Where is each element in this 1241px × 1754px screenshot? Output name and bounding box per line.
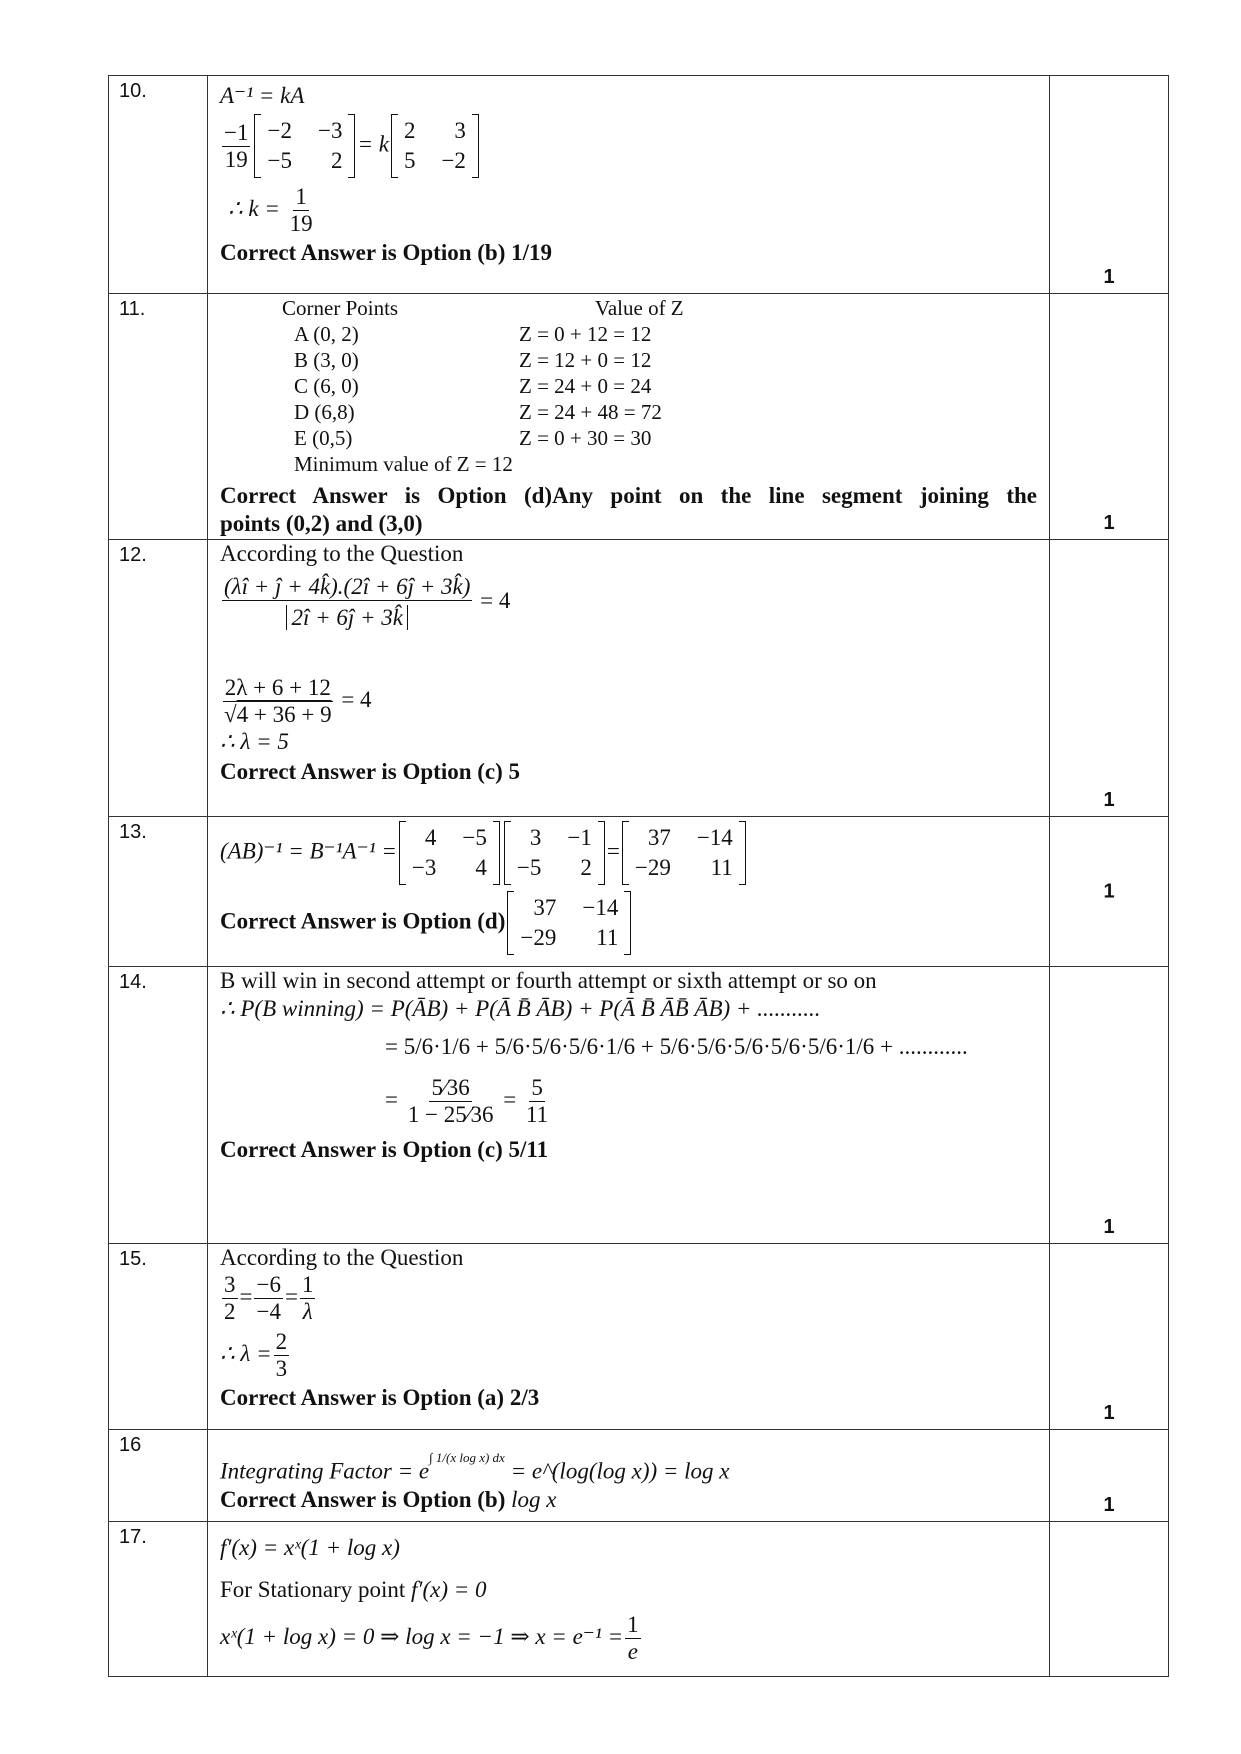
- answer-key-table: [108, 75, 1169, 1677]
- corner-point: E (0,5): [294, 426, 353, 450]
- correct-answer: Correct Answer is Option (b) 1/19: [220, 240, 552, 265]
- projection-equation: $\frac{(\lambda î + ĵ + 4k̂).(2î + 6ĵ + 3k̂)}{2î + 6ĵ + 3k̂}$ = 4: [224, 574, 511, 630]
- explanation: B will win in second attempt or fourth attempt or sixth attempt or so on: [220, 968, 877, 993]
- result: ∴ k = $\frac{1}{19}$: [228, 184, 313, 236]
- z-value: Z = 24 + 48 = 72: [519, 400, 662, 424]
- question-number: 10.: [109, 76, 208, 294]
- question-row-16: [109, 1430, 1169, 1522]
- question-number: 14.: [109, 967, 208, 1244]
- question-row-12: [109, 540, 1169, 817]
- mark: 1: [1103, 789, 1115, 811]
- solution-cell: [208, 76, 1050, 294]
- question-number: 17.: [109, 1522, 208, 1677]
- question-row-11: [109, 294, 1169, 540]
- solution-cell: [208, 1430, 1050, 1522]
- question-row-10: [109, 76, 1169, 294]
- z-value: Z = 0 + 12 = 12: [519, 322, 652, 346]
- probability-expression: ∴ P(B winning) = P(ĀB) + P(Ā B̄ ĀB) + P(Ā B̄ ĀB̄ ĀB) + ...........: [220, 996, 821, 1021]
- correct-answer: Correct Answer is Option (d): [220, 908, 506, 934]
- matrix: 4 −5 −3 4: [399, 821, 500, 885]
- integrating-factor: Integrating Factor = $e^{\int 1/(x log x) dx}$ = e^(log(log x)) = log x: [220, 1450, 730, 1484]
- corner-point: B (3, 0): [294, 348, 359, 372]
- solution-cell: [208, 1244, 1050, 1430]
- intro-text: According to the Question: [220, 541, 464, 566]
- correct-answer: Correct Answer is Option (d)Any point on the line segment joining the: [220, 483, 1037, 508]
- simplified-equation: $\frac{2\lambda + 6 + 12}{√4 + 36 + 9}$ = 4: [224, 675, 372, 727]
- answer-line: [220, 891, 1037, 955]
- correct-answer-cont: points (0,2) and (3,0): [220, 511, 423, 536]
- z-value: Z = 12 + 0 = 12: [519, 348, 652, 372]
- question-number: 15.: [109, 1244, 208, 1430]
- mark: 1: [1103, 512, 1115, 534]
- z-value: Z = 0 + 30 = 30: [519, 426, 652, 450]
- question-number: 12.: [109, 540, 208, 817]
- matrix: 3 −1 −5 2: [504, 821, 605, 885]
- solution-cell: [208, 540, 1050, 817]
- result: ∴ λ = $\frac{2}{3}$: [220, 1329, 288, 1381]
- z-value: Z = 24 + 0 = 24: [519, 374, 652, 398]
- solution-cell: [208, 817, 1050, 967]
- solution-cell: [208, 967, 1050, 1244]
- sum-expression: = $\frac{5⁄36}{1 - 25⁄36}$ = $\frac{5}{11}$: [385, 1075, 549, 1127]
- corner-point: D (6,8): [294, 400, 355, 424]
- ratio-equation: $\frac{3}{2}$ = $\frac{-6}{-4}$ = $\frac{1}{\lambda}$: [224, 1272, 314, 1324]
- mark: 1: [1103, 880, 1115, 902]
- question-row-13: [109, 817, 1169, 967]
- question-row-15: [109, 1244, 1169, 1430]
- corner-points-table: [220, 294, 1037, 484]
- equation: A⁻¹ = kA: [220, 83, 305, 108]
- derivative: f′(x) = xˣ(1 + log x): [220, 1535, 400, 1560]
- matrix: 2 3 5 −2: [391, 114, 479, 178]
- matrix: −2 −3 −5 2: [254, 114, 355, 178]
- inverse-equation: (AB)⁻¹ = B⁻¹A⁻¹ = 4 −5 −3 4 3 −1 −5 2 = 37 −14 −29 11: [220, 821, 1037, 885]
- column-header: Corner Points: [282, 296, 399, 320]
- question-number: 13.: [109, 817, 208, 967]
- series-expression: = 5/6·1/6 + 5/6·5/6·5/6·1/6 + 5/6·5/6·5/6·5/6·5/6·1/6 + ............: [385, 1034, 968, 1059]
- question-row-17: [109, 1522, 1169, 1677]
- mark: 1: [1103, 1216, 1115, 1238]
- fraction: $\frac{-1}{19}$: [224, 119, 249, 172]
- matrix: 37 −14 −29 11: [507, 891, 631, 955]
- solution-step: xˣ(1 + log x) = 0 ⇒ log x = −1 ⇒ x = e⁻¹ = $\frac{1}{e}$: [220, 1612, 639, 1664]
- corner-point: A (0, 2): [294, 322, 359, 346]
- correct-answer: Correct Answer is Option (c) 5/11: [220, 1137, 549, 1162]
- question-row-14: [109, 967, 1169, 1244]
- mark: 1: [1103, 266, 1115, 288]
- question-number: 16: [109, 1430, 208, 1522]
- answer-line: Correct Answer is Option (b) log x: [220, 1486, 557, 1512]
- result: ∴ λ = 5: [220, 729, 289, 754]
- solution-cell: [208, 1522, 1050, 1677]
- corner-point: C (6, 0): [294, 374, 359, 398]
- question-number: 11.: [109, 294, 208, 540]
- correct-answer: Correct Answer is Option (b): [220, 1486, 506, 1512]
- minimum-value: Minimum value of Z = 12: [294, 452, 513, 476]
- intro-text: According to the Question: [220, 1245, 464, 1270]
- solution-cell: [208, 294, 1050, 540]
- mark: 1: [1103, 1494, 1115, 1516]
- mark: 1: [1103, 1402, 1115, 1424]
- matrix-equation: $\frac{-1}{19}$ −2 −3 −5 2 = k 2 3 5 −2: [220, 114, 1037, 178]
- correct-answer: Correct Answer is Option (a) 2/3: [220, 1385, 540, 1410]
- correct-answer: Correct Answer is Option (c) 5: [220, 759, 521, 784]
- stationary-condition: For Stationary point f′(x) = 0: [220, 1577, 487, 1602]
- matrix: 37 −14 −29 11: [622, 821, 746, 885]
- column-header: Value of Z: [595, 296, 684, 320]
